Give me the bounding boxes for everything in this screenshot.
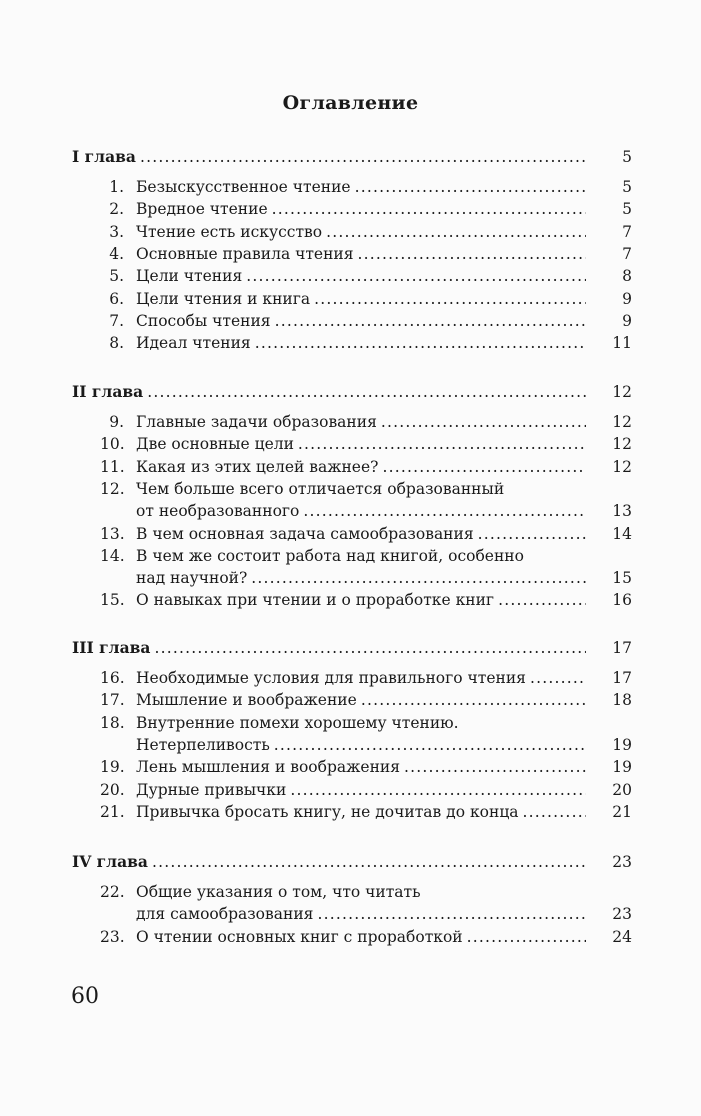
toc-entry <box>100 779 632 801</box>
entry-page: 7 <box>622 222 632 241</box>
entry-title: Безыскусственное чтение <box>136 178 351 196</box>
entry-number: 19. <box>100 758 125 777</box>
dot-leader <box>272 198 586 220</box>
entry-title: Способы чтения <box>136 311 271 330</box>
toc-entry <box>100 903 632 925</box>
entry-title: В чем же состоит работа над книгой, особенно <box>136 546 524 565</box>
entry-number: 10. <box>100 435 125 454</box>
dot-leader <box>355 176 586 198</box>
entry-title: Чем больше всего отличается образованный <box>136 479 505 498</box>
entry-title: Главные задачи образования <box>136 413 377 431</box>
chapter-label: I глава <box>72 147 136 166</box>
entry-page: 20 <box>612 780 632 799</box>
entry-page: 14 <box>612 524 632 543</box>
entry-number: 5. <box>109 267 124 286</box>
entry-number: 7. <box>109 311 124 330</box>
dot-leader <box>147 381 586 403</box>
entry-page: 13 <box>612 502 632 521</box>
entry-title: Вредное чтение <box>136 200 268 219</box>
dot-leader <box>498 589 586 611</box>
dot-leader <box>274 734 586 756</box>
entry-title: Какая из этих целей важнее? <box>136 457 379 476</box>
toc-entry <box>100 545 632 567</box>
chapter-page: 17 <box>612 639 632 657</box>
entry-page: 9 <box>622 289 632 308</box>
entry-page: 19 <box>612 735 632 754</box>
entry-number: 1. <box>109 178 124 196</box>
toc-entry <box>100 689 632 711</box>
entry-page: 19 <box>612 758 632 777</box>
toc-entry <box>100 176 632 198</box>
entry-title: Основные правила чтения <box>136 244 354 263</box>
entry-number: 18. <box>100 713 125 732</box>
chapter-page: 23 <box>612 853 632 871</box>
entry-number: 21. <box>100 802 125 821</box>
entry-page: 5 <box>622 200 632 219</box>
entry-number: 16. <box>100 669 125 687</box>
entry-number: 13. <box>100 524 125 543</box>
entry-page: 12 <box>612 413 632 431</box>
toc-entry <box>100 265 632 287</box>
dot-leader <box>382 456 586 478</box>
dot-leader <box>326 221 586 243</box>
entry-title: Две основные цели <box>136 435 294 454</box>
toc-entry <box>100 926 632 948</box>
dot-leader <box>478 523 586 545</box>
entry-title: Чтение есть искусство <box>136 222 323 241</box>
dot-leader <box>467 926 586 948</box>
entry-number: 22. <box>100 883 125 901</box>
dot-leader <box>290 779 586 801</box>
dot-leader <box>523 801 586 823</box>
entry-title: Необходимые условия для правильного чтения <box>136 669 526 687</box>
entry-page: 18 <box>612 691 632 710</box>
entry-title: Мышление и воображение <box>136 691 357 710</box>
entry-number: 4. <box>109 244 124 263</box>
toc-entry <box>100 433 632 455</box>
dot-leader <box>381 411 586 433</box>
chapter-page: 5 <box>622 148 632 166</box>
toc-entry <box>100 881 632 903</box>
dot-leader <box>314 288 586 310</box>
entry-page: 15 <box>612 569 632 588</box>
dot-leader <box>255 332 586 354</box>
entry-title: Лень мышления и воображения <box>136 758 401 777</box>
dot-leader <box>275 310 586 332</box>
entry-title: Внутренние помехи хорошему чтению. <box>136 713 459 732</box>
toc-entry <box>100 288 632 310</box>
entry-page: 8 <box>622 267 632 286</box>
dot-leader <box>154 637 586 659</box>
entry-number: 2. <box>109 200 124 219</box>
toc-entry <box>100 332 632 354</box>
entry-number: 20. <box>100 780 125 799</box>
entry-number: 8. <box>109 334 124 353</box>
dot-leader <box>251 567 586 589</box>
chapter-label: II глава <box>72 382 144 401</box>
toc-entry <box>100 734 632 756</box>
toc-entry <box>100 801 632 823</box>
dot-leader <box>298 433 586 455</box>
entry-title: Дурные привычки <box>136 780 287 799</box>
toc-entry <box>100 712 632 734</box>
chapter-heading <box>72 851 632 873</box>
dot-leader <box>358 243 586 265</box>
chapter-page: 12 <box>612 383 632 401</box>
chapter-label: IV глава <box>72 852 148 871</box>
entry-number: 9. <box>109 413 124 431</box>
dot-leader <box>152 851 586 873</box>
chapter-heading <box>72 381 632 403</box>
entry-page: 17 <box>612 669 632 687</box>
dot-leader <box>303 500 586 522</box>
toc-entry <box>100 456 632 478</box>
page-number: 60 <box>71 984 99 1009</box>
entry-page: 24 <box>612 927 632 946</box>
entry-title: над научной? <box>136 569 248 588</box>
entry-page: 11 <box>612 334 632 353</box>
toc-entry <box>100 221 632 243</box>
entry-number: 3. <box>109 222 124 241</box>
entry-title: В чем основная задача самообразования <box>136 524 474 543</box>
entry-page: 12 <box>612 457 632 476</box>
entry-page: 23 <box>612 905 632 924</box>
entry-page: 7 <box>622 244 632 263</box>
entry-page: 12 <box>612 435 632 454</box>
entry-title: Общие указания о том, что читать <box>136 883 421 901</box>
toc-entry <box>100 243 632 265</box>
entry-title: О навыках при чтении и о проработке книг <box>136 591 495 610</box>
entry-number: 15. <box>100 591 125 610</box>
chapter-label: III глава <box>72 638 151 657</box>
entry-page: 5 <box>622 178 632 196</box>
dot-leader <box>140 146 586 168</box>
entry-page: 21 <box>612 802 632 821</box>
entry-title: Привычка бросать книгу, не дочитав до конца <box>136 802 519 821</box>
entry-title: от необразованного <box>136 502 300 521</box>
toc-entry <box>100 667 632 689</box>
toc-entry <box>100 567 632 589</box>
entry-number: 23. <box>100 927 125 946</box>
entry-page: 9 <box>622 311 632 330</box>
entry-number: 12. <box>100 479 125 498</box>
entry-number: 6. <box>109 289 124 308</box>
dot-leader <box>361 689 586 711</box>
page-title: Оглавление <box>282 92 419 114</box>
entry-title: Идеал чтения <box>136 334 251 353</box>
entry-title: Нетерпеливость <box>136 735 270 754</box>
toc-entry <box>100 198 632 220</box>
toc-entry <box>100 500 632 522</box>
dot-leader <box>317 903 586 925</box>
entry-page: 16 <box>612 591 632 610</box>
toc-entry <box>100 478 632 500</box>
chapter-heading <box>72 637 632 659</box>
dot-leader <box>246 265 586 287</box>
dot-leader <box>404 756 586 778</box>
entry-number: 17. <box>100 691 125 710</box>
entry-number: 14. <box>100 546 125 565</box>
dot-leader <box>530 667 586 689</box>
entry-title: Цели чтения <box>136 267 243 286</box>
toc-entry <box>100 756 632 778</box>
toc-entry <box>100 411 632 433</box>
entry-title: для самообразования <box>136 905 314 924</box>
toc-entry <box>100 589 632 611</box>
entry-title: О чтении основных книг с проработкой <box>136 927 463 946</box>
chapter-heading <box>72 146 632 168</box>
toc-entry <box>100 310 632 332</box>
entry-number: 11. <box>100 457 125 476</box>
toc-entry <box>100 523 632 545</box>
entry-title: Цели чтения и книга <box>136 289 311 308</box>
